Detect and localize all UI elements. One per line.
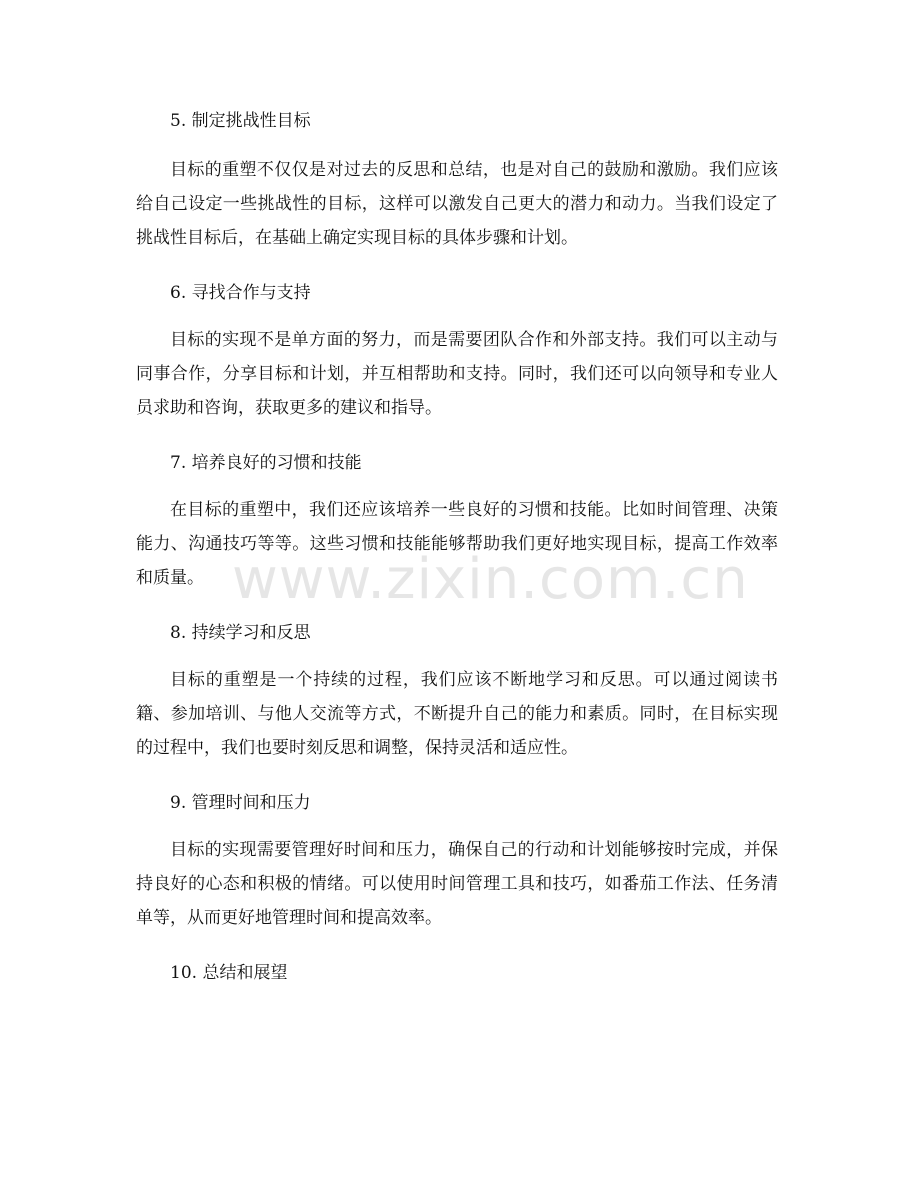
watermark-text: www.zixin.com.cn bbox=[232, 547, 749, 612]
section-heading-8: 8. 持续学习和反思 bbox=[170, 623, 311, 643]
section-heading-10: 10. 总结和展望 bbox=[170, 963, 288, 983]
section-heading-9: 9. 管理时间和压力 bbox=[170, 793, 311, 813]
section-paragraph-7: 在目标的重塑中，我们还应该培养一些良好的习惯和技能。比如时间管理、决策能力、沟通技巧等等。这些习惯和技能能够帮助我们更好地实现目标，提高工作效率和质量。 bbox=[136, 500, 778, 588]
section-heading-5: 5. 制定挑战性目标 bbox=[170, 111, 311, 131]
section-paragraph-6: 目标的实现不是单方面的努力，而是需要团队合作和外部支持。我们可以主动与同事合作，分享目标和计划，并互相帮助和支持。同时，我们还可以向领导和专业人员求助和咨询，获取更多的建议和指导。 bbox=[136, 330, 778, 418]
section-paragraph-9: 目标的实现需要管理好时间和压力，确保自己的行动和计划能够按时完成，并保持良好的心态和积极的情绪。可以使用时间管理工具和技巧，如番茄工作法、任务清单等，从而更好地管理时间和提高效率。 bbox=[136, 840, 778, 928]
section-paragraph-8: 目标的重塑是一个持续的过程，我们应该不断地学习和反思。可以通过阅读书籍、参加培训、与他人交流等方式，不断提升自己的能力和素质。同时，在目标实现的过程中，我们也要时刻反思和调整，保持灵活和适应性。 bbox=[136, 670, 778, 758]
section-paragraph-5: 目标的重塑不仅仅是对过去的反思和总结，也是对自己的鼓励和激励。我们应该给自己设定一些挑战性的目标，这样可以激发自己更大的潜力和动力。当我们设定了挑战性目标后，在基础上确定实现目标的具体步骤和计划。 bbox=[136, 160, 778, 248]
section-heading-7: 7. 培养良好的习惯和技能 bbox=[170, 453, 362, 473]
section-heading-6: 6. 寻找合作与支持 bbox=[170, 283, 311, 303]
